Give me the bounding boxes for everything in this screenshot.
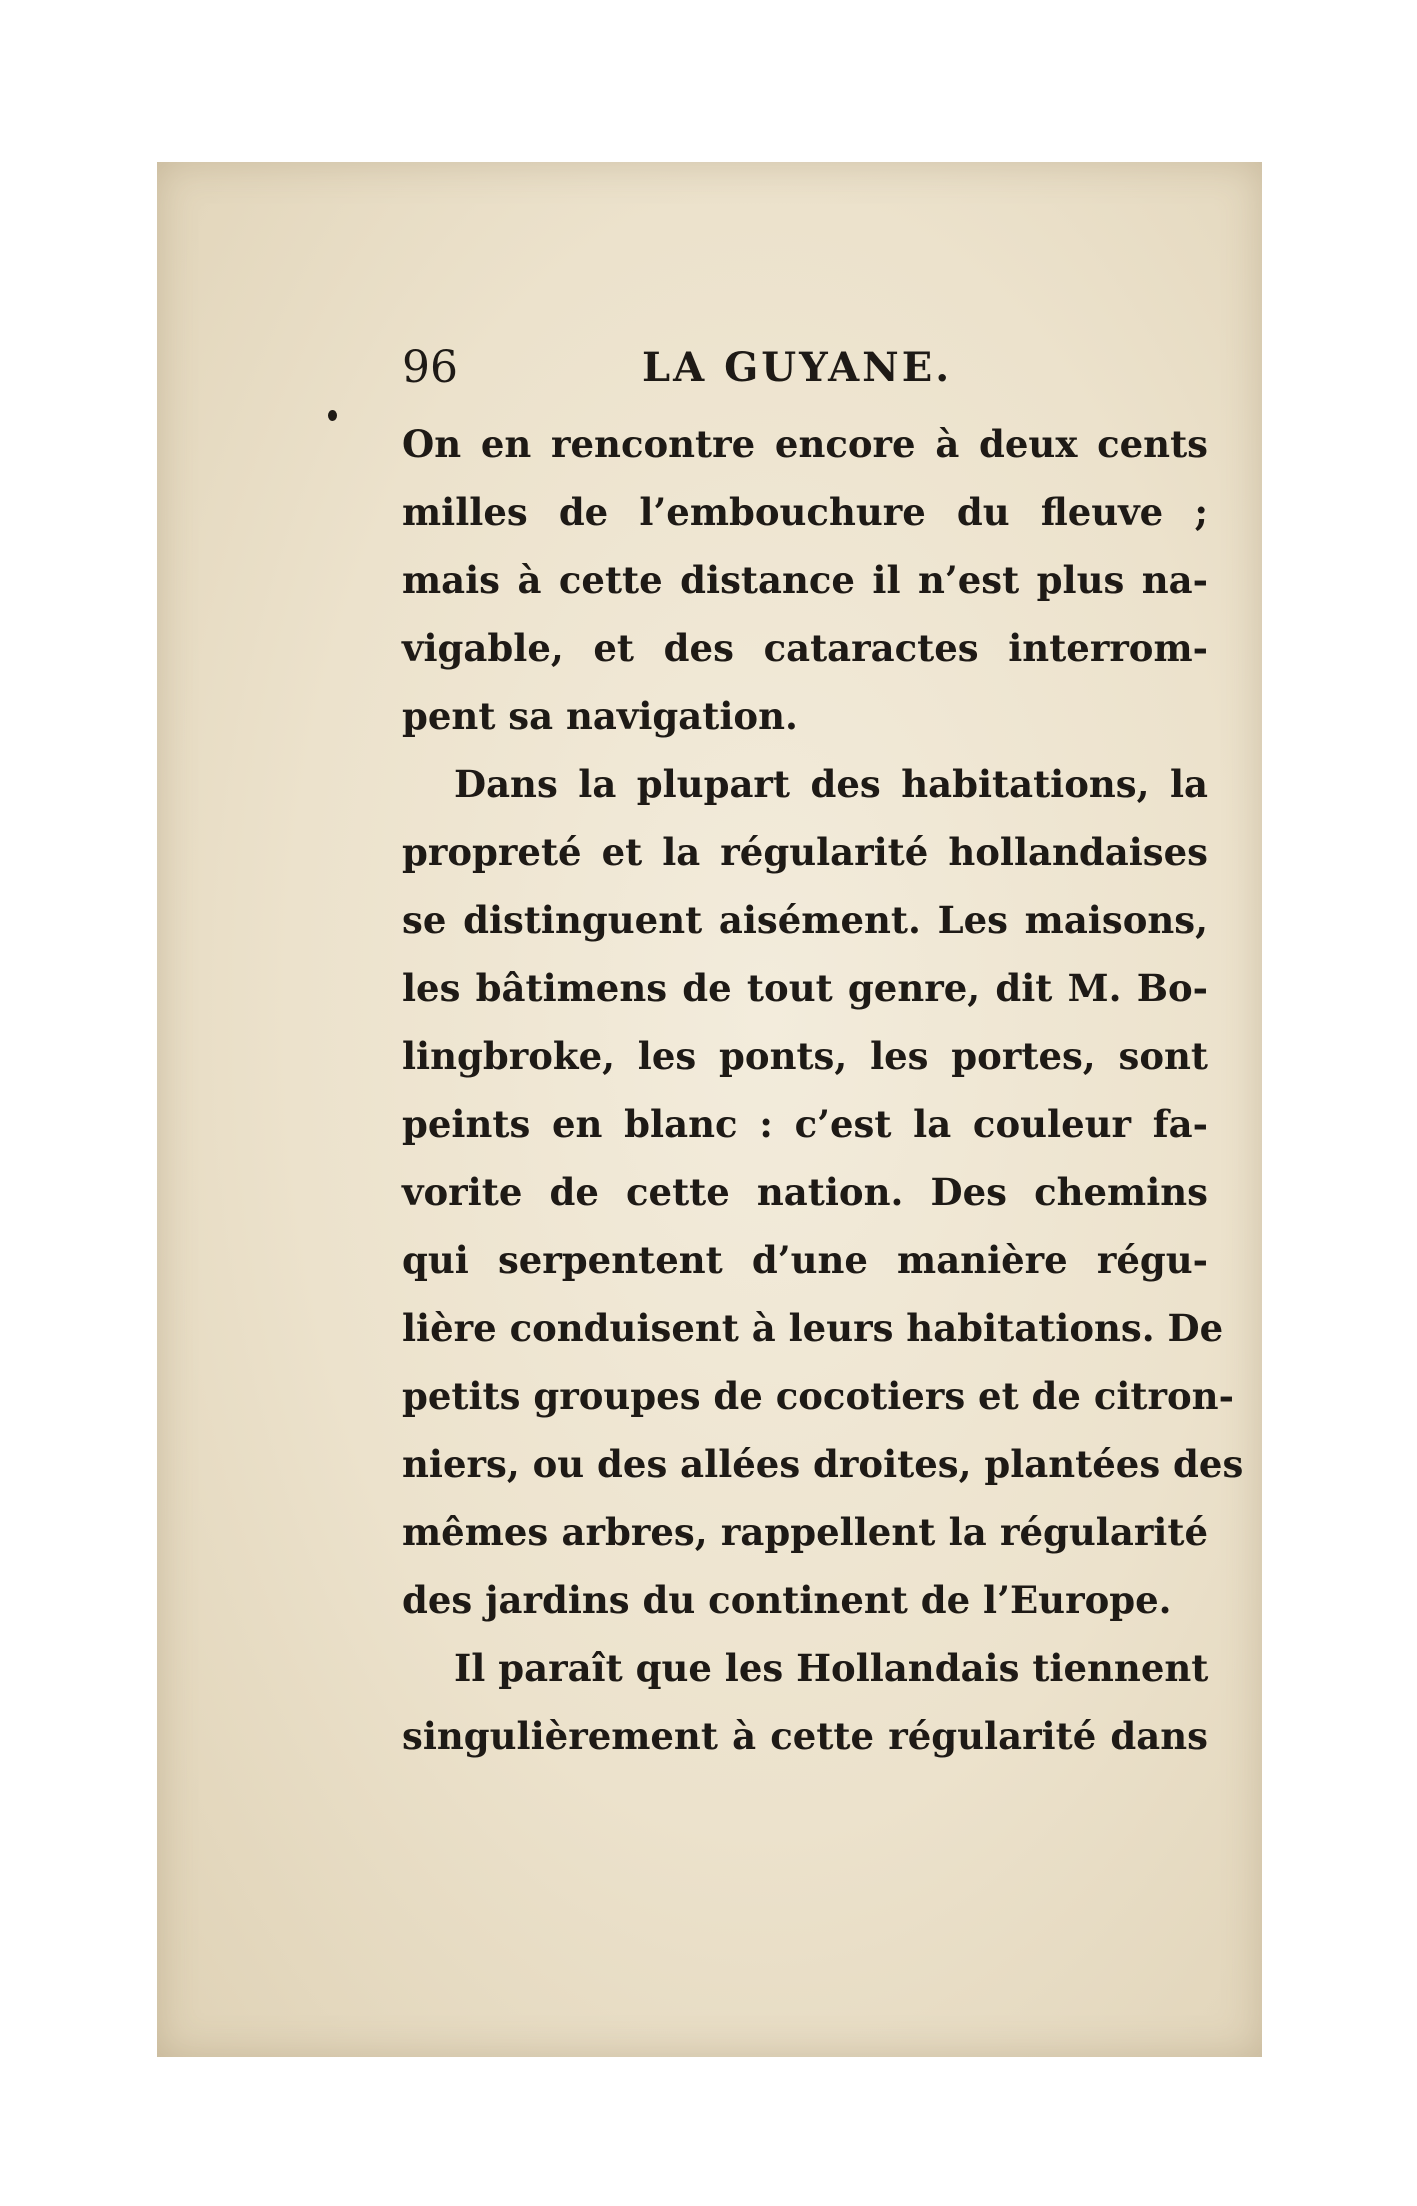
page-number: 96 — [402, 342, 458, 393]
text-line: mêmes arbres, rappellent la régularité — [402, 1510, 1208, 1554]
body-text — [402, 410, 1244, 1770]
page-header — [402, 338, 962, 398]
text-line: petits groupes de cocotiers et de citron- — [402, 1374, 1234, 1418]
text-line: des jardins du continent de l’Europe. — [402, 1578, 1172, 1622]
text-line: singulièrement à cette régularité dans — [402, 1714, 1208, 1758]
text-line: lière conduisent à leurs habitations. De — [402, 1306, 1224, 1350]
text-line: vigable, et des cataractes interrom- — [402, 626, 1208, 670]
paragraph-start-line: Il paraît que les Hollandais tiennent — [454, 1646, 1209, 1690]
text-line: qui serpentent d’une manière régu- — [402, 1238, 1208, 1282]
ink-speck — [328, 410, 337, 421]
running-title: LA GUYANE. — [642, 344, 953, 391]
text-line: mais à cette distance il n’est plus na- — [402, 558, 1208, 602]
text-line: les bâtimens de tout genre, dit M. Bo- — [402, 966, 1208, 1010]
text-line: pent sa navigation. — [402, 694, 798, 738]
text-line: vorite de cette nation. Des chemins — [402, 1170, 1208, 1214]
text-line: peints en blanc : c’est la couleur fa- — [402, 1102, 1208, 1146]
text-line: On en rencontre encore à deux cents — [402, 422, 1208, 466]
text-line: se distinguent aisément. Les maisons, — [402, 898, 1208, 942]
text-line: niers, ou des allées droites, plantées des — [402, 1442, 1244, 1486]
paragraph-start-line: Dans la plupart des habitations, la — [454, 762, 1208, 806]
text-line: propreté et la régularité hollandaises — [402, 830, 1208, 874]
text-line: lingbroke, les ponts, les portes, sont — [402, 1034, 1208, 1078]
text-line: milles de l’embouchure du fleuve ; — [402, 490, 1208, 534]
